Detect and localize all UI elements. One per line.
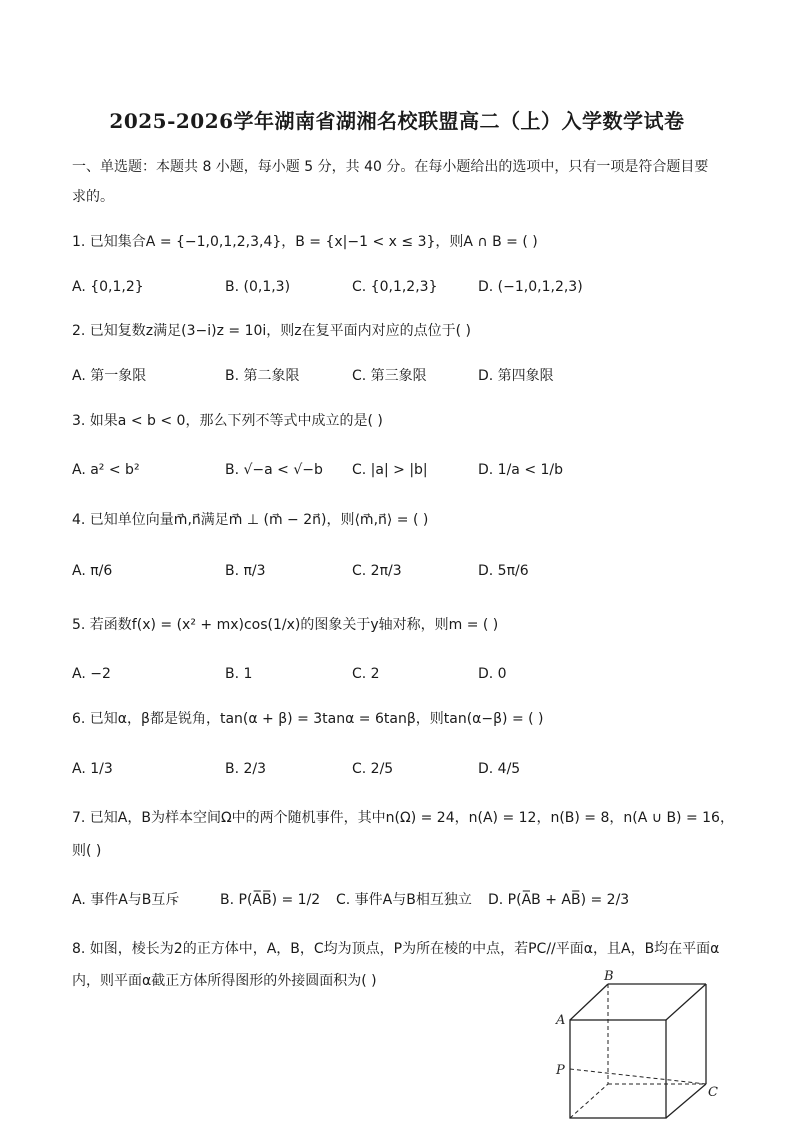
option-b: B. 2/3 bbox=[225, 761, 267, 777]
question-4-options bbox=[72, 556, 732, 586]
question-4-stem: 4. 已知单位向量m⃗,n⃗满足m⃗ ⊥ (m⃗ − 2n⃗)，则⟨m⃗,n⃗⟩ = ( ) bbox=[72, 512, 429, 528]
option-d: D. 4/5 bbox=[478, 761, 521, 777]
option-c: C. 事件A与B相互独立 bbox=[336, 892, 472, 908]
option-a: A. 事件A与B互斥 bbox=[72, 892, 180, 908]
cube-front-face bbox=[570, 1020, 666, 1118]
option-b: B. 1 bbox=[225, 666, 253, 682]
option-d: D. (−1,0,1,2,3) bbox=[478, 279, 583, 295]
option-c: C. 第三象限 bbox=[352, 368, 427, 384]
option-c: C. {0,1,2,3} bbox=[352, 279, 438, 295]
question-2-stem: 2. 已知复数z满足(3−i)z = 10i，则z在复平面内对应的点位于( ) bbox=[72, 323, 472, 339]
option-a: A. 1/3 bbox=[72, 761, 113, 777]
option-d: D. 1/a < 1/b bbox=[478, 462, 564, 478]
option-b: B. √−a < √−b bbox=[225, 462, 323, 478]
option-b: B. (0,1,3) bbox=[225, 279, 291, 295]
label-c: C bbox=[708, 1085, 718, 1100]
cube-figure bbox=[548, 970, 728, 1123]
option-c: C. 2π/3 bbox=[352, 563, 402, 579]
question-2-options bbox=[72, 361, 732, 391]
section-heading: 一、单选题：本题共 8 小题，每小题 5 分，共 40 分。在每小题给出的选项中，只有一项是符合题目要求的。 bbox=[72, 159, 709, 205]
cube-hidden-diagonal-edge bbox=[570, 1084, 608, 1118]
option-b: B. 第二象限 bbox=[225, 368, 300, 384]
question-1-options bbox=[72, 272, 732, 302]
option-d: D. 第四象限 bbox=[478, 368, 554, 384]
question-3-stem: 3. 如果a < b < 0，那么下列不等式中成立的是( ) bbox=[72, 413, 383, 429]
option-d: D. P(A̅B + AB̅) = 2/3 bbox=[488, 892, 630, 908]
question-3-options bbox=[72, 455, 732, 485]
label-p: P bbox=[556, 1063, 565, 1078]
option-a: A. −2 bbox=[72, 666, 111, 682]
option-c: C. 2 bbox=[352, 666, 380, 682]
question-8-stem-line-1: 8. 如图，棱长为2的正方体中，A，B，C均为顶点，P为所在棱的中点，若PC//平面α，且A，B均在平面α bbox=[72, 941, 720, 957]
cube-edge-top-left bbox=[570, 984, 608, 1020]
question-6-options bbox=[72, 754, 732, 784]
option-c: C. |a| > |b| bbox=[352, 462, 428, 478]
question-6-stem: 6. 已知α，β都是锐角，tan(α + β) = 3tanα = 6tanβ，则tan(α−β) = ( ) bbox=[72, 711, 544, 727]
question-5-stem: 5. 若函数f(x) = (x² + mx)cos(1/x)的图象关于y轴对称，则m = ( ) bbox=[72, 617, 499, 633]
option-a: A. a² < b² bbox=[72, 462, 140, 478]
option-b: B. P(A̅B̅) = 1/2 bbox=[220, 892, 321, 908]
exam-title: 2025-2026学年湖南省湖湘名校联盟高二（上）入学数学试卷 bbox=[109, 109, 685, 133]
option-b: B. π/3 bbox=[225, 563, 266, 579]
question-1-stem: 1. 已知集合A = {−1,0,1,2,3,4}，B = {x|−1 < x ≤ 3}，则A ∩ B = ( ) bbox=[72, 234, 538, 250]
option-d: D. 5π/6 bbox=[478, 563, 529, 579]
segment-pc bbox=[570, 1069, 706, 1084]
label-a: A bbox=[556, 1013, 566, 1028]
option-a: A. 第一象限 bbox=[72, 368, 147, 384]
question-7-stem-line-2: 则( ) bbox=[72, 843, 102, 859]
label-b: B bbox=[604, 970, 614, 984]
option-c: C. 2/5 bbox=[352, 761, 394, 777]
cube-edge-top-right bbox=[666, 984, 706, 1020]
cube-edge-bottom-right bbox=[666, 1084, 706, 1118]
option-a: A. {0,1,2} bbox=[72, 279, 144, 295]
question-7-stem-line-1: 7. 已知A，B为样本空间Ω中的两个随机事件，其中n(Ω) = 24，n(A) = 12，n(B) = 8，n(A ∪ B) = 16， bbox=[72, 810, 734, 826]
question-7-options bbox=[72, 885, 732, 915]
option-d: D. 0 bbox=[478, 666, 507, 682]
question-8-stem-line-2: 内，则平面α截正方体所得图形的外接圆面积为( ) bbox=[72, 973, 377, 989]
option-a: A. π/6 bbox=[72, 563, 113, 579]
question-5-options bbox=[72, 659, 732, 689]
